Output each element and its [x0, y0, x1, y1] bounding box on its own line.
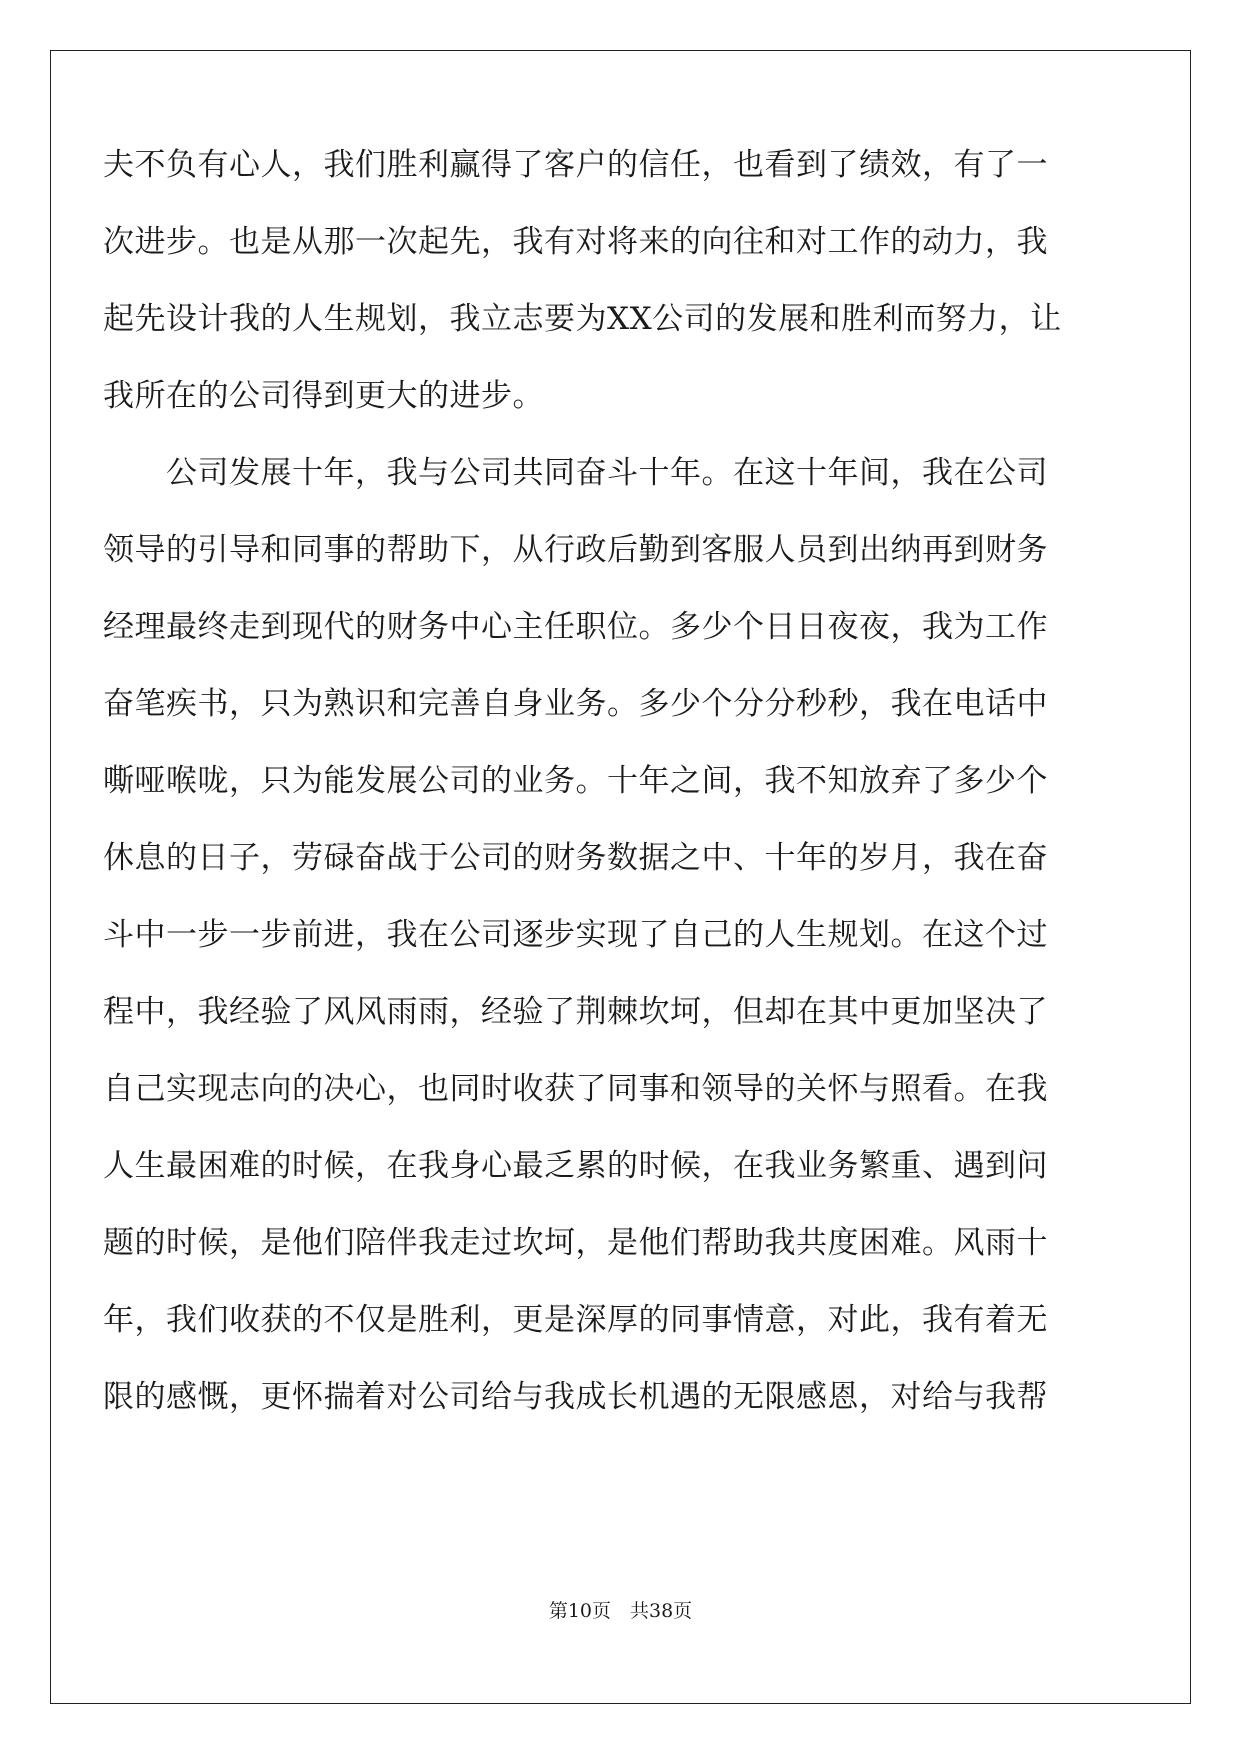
text-line: 起先设计我的人生规划，我立志要为XX公司的发展和胜利而努力，让 [103, 301, 1062, 337]
text-line: 人生最困难的时候，在我身心最乏累的时候，在我业务繁重、遇到问 [103, 1148, 1048, 1184]
text-line: 经理最终走到现代的财务中心主任职位。多少个日日夜夜，我为工作 [103, 609, 1048, 645]
page-number: 第10页 共38页 [548, 1600, 693, 1622]
text-line: 公司发展十年，我与公司共同奋斗十年。在这十年间，我在公司 [103, 455, 1048, 491]
text-line: 我所在的公司得到更大的进步。 [103, 378, 544, 414]
text-line: 斗中一步一步前进，我在公司逐步实现了自己的人生规划。在这个过 [103, 917, 1048, 953]
text-line: 自己实现志向的决心，也同时收获了同事和领导的关怀与照看。在我 [103, 1071, 1048, 1107]
text-line: 限的感慨，更怀揣着对公司给与我成长机遇的无限感恩，对给与我帮 [103, 1379, 1048, 1415]
text-line: 年，我们收获的不仅是胜利，更是深厚的同事情意，对此，我有着无 [103, 1302, 1048, 1338]
text-line: 休息的日子，劳碌奋战于公司的财务数据之中、十年的岁月，我在奋 [103, 840, 1048, 876]
text-line: 题的时候，是他们陪伴我走过坎坷，是他们帮助我共度困难。风雨十 [103, 1225, 1048, 1261]
text-line: 次进步。也是从那一次起先，我有对将来的向往和对工作的动力，我 [103, 224, 1048, 260]
text-line: 嘶哑喉咙，只为能发展公司的业务。十年之间，我不知放弃了多少个 [103, 763, 1048, 799]
text-line: 领导的引导和同事的帮助下，从行政后勤到客服人员到出纳再到财务 [103, 532, 1048, 568]
text-line: 程中，我经验了风风雨雨，经验了荆棘坎坷，但却在其中更加坚决了 [103, 994, 1048, 1030]
text-line: 夫不负有心人，我们胜利赢得了客户的信任，也看到了绩效，有了一 [103, 147, 1048, 183]
body-text [103, 0, 1143, 1754]
text-line: 奋笔疾书，只为熟识和完善自身业务。多少个分分秒秒，我在电话中 [103, 686, 1048, 722]
